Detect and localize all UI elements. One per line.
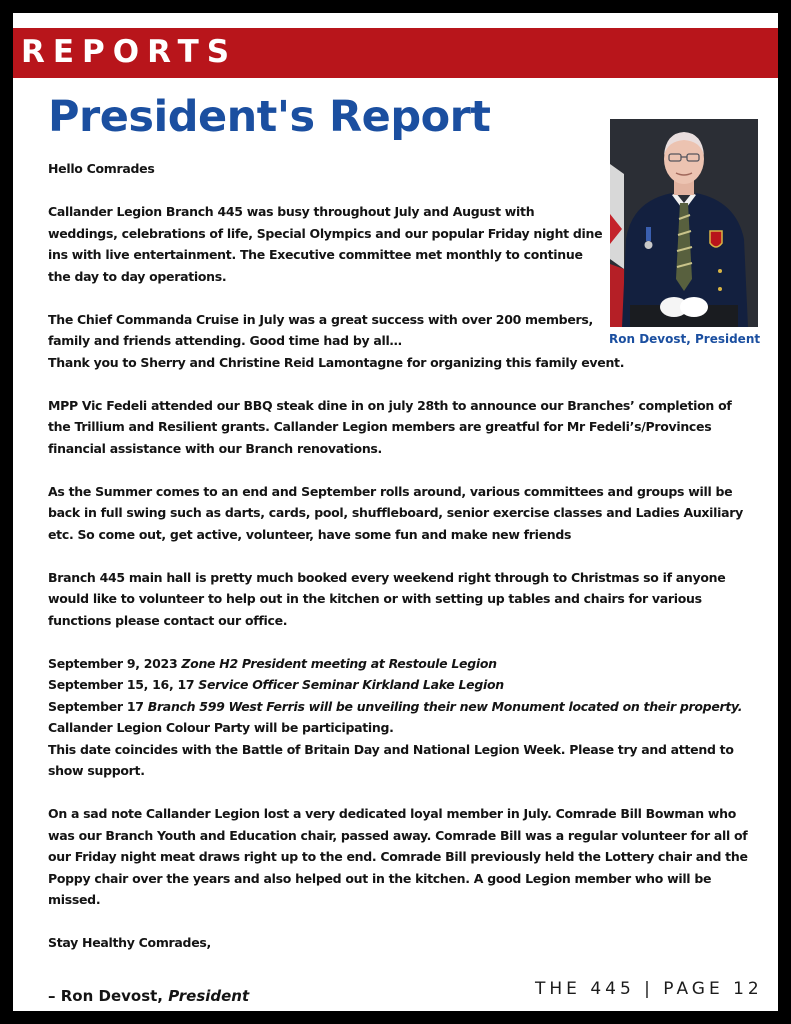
page-footer: THE 445 | PAGE 12: [535, 979, 763, 999]
signature: [48, 987, 249, 1005]
event-date: September 9, 2023: [48, 655, 178, 671]
event-item: [48, 674, 753, 696]
event-desc: Branch 599 West Ferris will be unveiling their new Monument located on their property.: [147, 698, 743, 714]
event-desc: Zone H2 President meeting at Restoule Legion: [181, 655, 497, 671]
newsletter-page: [13, 13, 778, 1011]
event-date: September 17: [48, 698, 144, 714]
reports-banner: [13, 28, 778, 78]
photo-caption: Ron Devost, President: [609, 332, 761, 346]
page-title: President's Report: [48, 92, 491, 142]
closing: Stay Healthy Comrades,: [48, 935, 211, 950]
paragraph-september: As the Summer comes to an end and September rolls around, various committees and groups will be back in full swing such as darts, cards, pool, shuffleboard, senior exercise classes and Ladies Auxiliary etc. So come out, get active, volunteer, have some fun and make new friends: [48, 483, 743, 542]
signature-role: President: [168, 987, 250, 1005]
colour-party-note: Callander Legion Colour Party will be participating.: [48, 720, 394, 735]
signature-dash: –: [48, 987, 61, 1005]
coincides-note: This date coincides with the Battle of Britain Day and National Legion Week. Please try and attend to show support.: [48, 741, 734, 778]
paragraph-memoriam: On a sad note Callander Legion lost a very dedicated loyal member in July. Comrade Bill Bowman who was our Branch Youth and Education chair, passed away. Comrade Bill was a regular volunteer for all of our Friday night meat draws right up to the end. Comrade Bill previously held the Lottery chair and the Poppy chair over the years and also helped out in the kitchen. A good Legion member who will be missed.: [48, 806, 748, 907]
cruise-thanks: Thank you to Sherry and Christine Reid Lamontagne for organizing this family event.: [48, 354, 625, 370]
event-item: [48, 696, 753, 718]
paragraph-main-hall: Branch 445 main hall is pretty much booked every weekend right through to Christmas so if anyone would like to volunteer to help out in the kitchen or with setting up tables and chairs for various functions please contact our office.: [48, 569, 726, 628]
event-desc: Service Officer Seminar Kirkland Lake Legion: [198, 677, 504, 692]
paragraph-mpp-visit: MPP Vic Fedeli attended our BBQ steak dine in on july 28th to announce our Branches’ completion of the Trillium and Resilient grants. Callander Legion members are greatful for Mr Fedeli’s/Provinces financial assistance with our Branch renovations.: [48, 397, 732, 456]
events-list: [48, 653, 753, 782]
signature-name: Ron Devost,: [60, 987, 169, 1005]
paragraph-cruise: [48, 309, 753, 374]
paragraph-summer-activities: Callander Legion Branch 445 was busy throughout July and August with weddings, celebrations of life, Special Olympics and our popular Friday night dine ins with live entertainment. The Executive committee met monthly to continue the day to day operations.: [48, 204, 603, 284]
event-item: [48, 653, 753, 675]
section-label: REPORTS: [21, 34, 238, 70]
greeting: Hello Comrades: [48, 161, 155, 176]
cruise-text: The Chief Commanda Cruise in July was a great success with over 200 members, family and friends attending. Good time had by all…: [48, 311, 593, 348]
report-body: [48, 158, 753, 975]
event-date: September 15, 16, 17: [48, 677, 195, 692]
